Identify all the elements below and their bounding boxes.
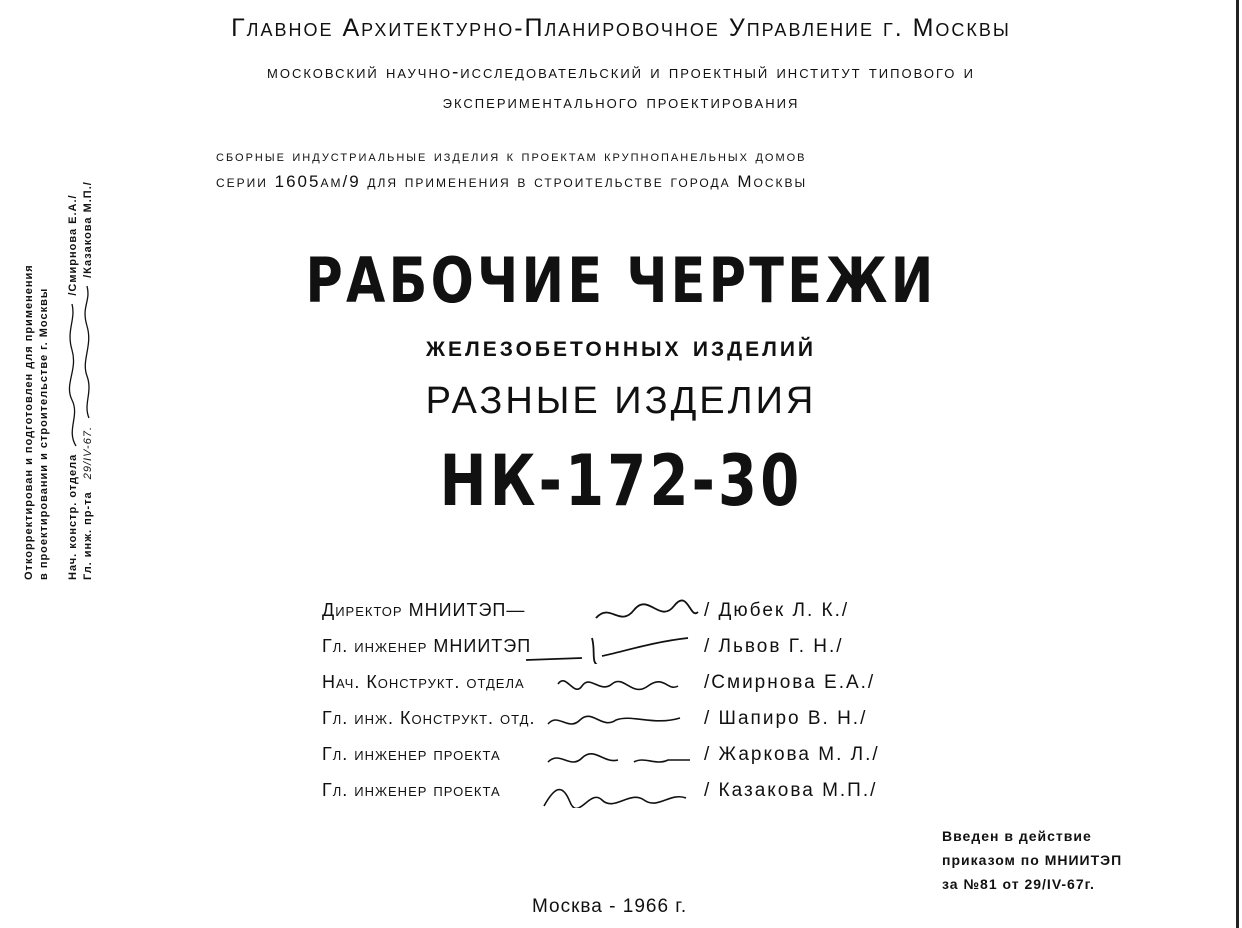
- signature-position: Директор МНИИТЭП—: [322, 600, 526, 620]
- signature-row: [322, 704, 922, 740]
- signature-row: [322, 776, 922, 812]
- handwritten-signature: [590, 598, 700, 628]
- signature-row: [322, 668, 922, 704]
- order-line: за №81 от 29/IV-67г.: [942, 876, 1095, 892]
- side-note-line: Откорректирован и подготовлен для применения: [23, 264, 35, 580]
- handwritten-signature: [552, 670, 682, 700]
- page-border: [1236, 0, 1239, 928]
- document-code: НК-172-30: [439, 440, 803, 522]
- document-title: РАБОЧИЕ ЧЕРТЕЖИ: [305, 244, 937, 317]
- handwritten-signature: [66, 300, 80, 450]
- side-note-position: Нач. констр. отдела: [67, 453, 79, 580]
- side-note-line: [66, 181, 81, 580]
- handwritten-signature: [544, 706, 684, 736]
- signature-name: /Смирнова Е.А./: [704, 672, 876, 693]
- order-line: приказом по МНИИТЭП: [942, 852, 1123, 868]
- order-line: Введен в действие: [942, 828, 1092, 844]
- header-institute: московский научно-исследовательский и проектный институт типового и: [267, 62, 975, 83]
- side-note-name: /Казакова М.П./: [82, 181, 94, 278]
- footer-place-year: Москва - 1966 г.: [532, 896, 688, 917]
- handwritten-signature: [81, 282, 95, 422]
- side-note-line: [81, 181, 96, 580]
- signature-row: [322, 596, 922, 632]
- signature-row: [322, 740, 922, 776]
- signature-block: [322, 596, 922, 812]
- header-organization: Главное Архитектурно-Планировочное Управление г. Москвы: [231, 14, 1011, 42]
- order-note: [942, 824, 1122, 896]
- document-section: РАЗНЫЕ ИЗДЕЛИЯ: [425, 380, 817, 422]
- signature-name: / Дюбек Л. К./: [704, 600, 850, 621]
- handwritten-signature: [544, 742, 694, 772]
- signature-name: / Львов Г. Н./: [704, 636, 844, 657]
- header-series-desc: сборные индустриальные изделия к проектам крупнопанельных домов: [216, 148, 807, 165]
- handwritten-signature: [522, 634, 692, 664]
- side-correction-note: [22, 181, 96, 580]
- signature-position: Гл. инженер МНИИТЭП: [322, 636, 532, 656]
- signature-position: Нач. Конструкт. отдела: [322, 672, 525, 692]
- side-note-position: Гл. инж. пр-та: [82, 491, 94, 580]
- signature-name: / Казакова М.П./: [704, 780, 878, 801]
- side-note-name: /Смирнова Е.А./: [67, 194, 79, 296]
- handwritten-signature: [540, 778, 690, 808]
- side-note-line: в проектировании и строительстве г. Москвы: [38, 287, 50, 580]
- signature-position: Гл. инженер проекта: [322, 744, 501, 764]
- header-institute-cont: экспериментального проектирования: [442, 92, 800, 113]
- signature-position: Гл. инж. Конструкт. отд.: [322, 708, 536, 728]
- signature-row: [322, 632, 922, 668]
- side-note-date: 29/IV-67.: [82, 426, 94, 480]
- signature-name: / Жаркова М. Л./: [704, 744, 880, 765]
- document-subtitle: железобетонных изделий: [425, 330, 817, 363]
- header-series-desc-cont: серии 1605ам/9 для применения в строительстве города Москвы: [216, 172, 808, 191]
- signature-name: / Шапиро В. Н./: [704, 708, 868, 729]
- signature-position: Гл. инженер проекта: [322, 780, 501, 800]
